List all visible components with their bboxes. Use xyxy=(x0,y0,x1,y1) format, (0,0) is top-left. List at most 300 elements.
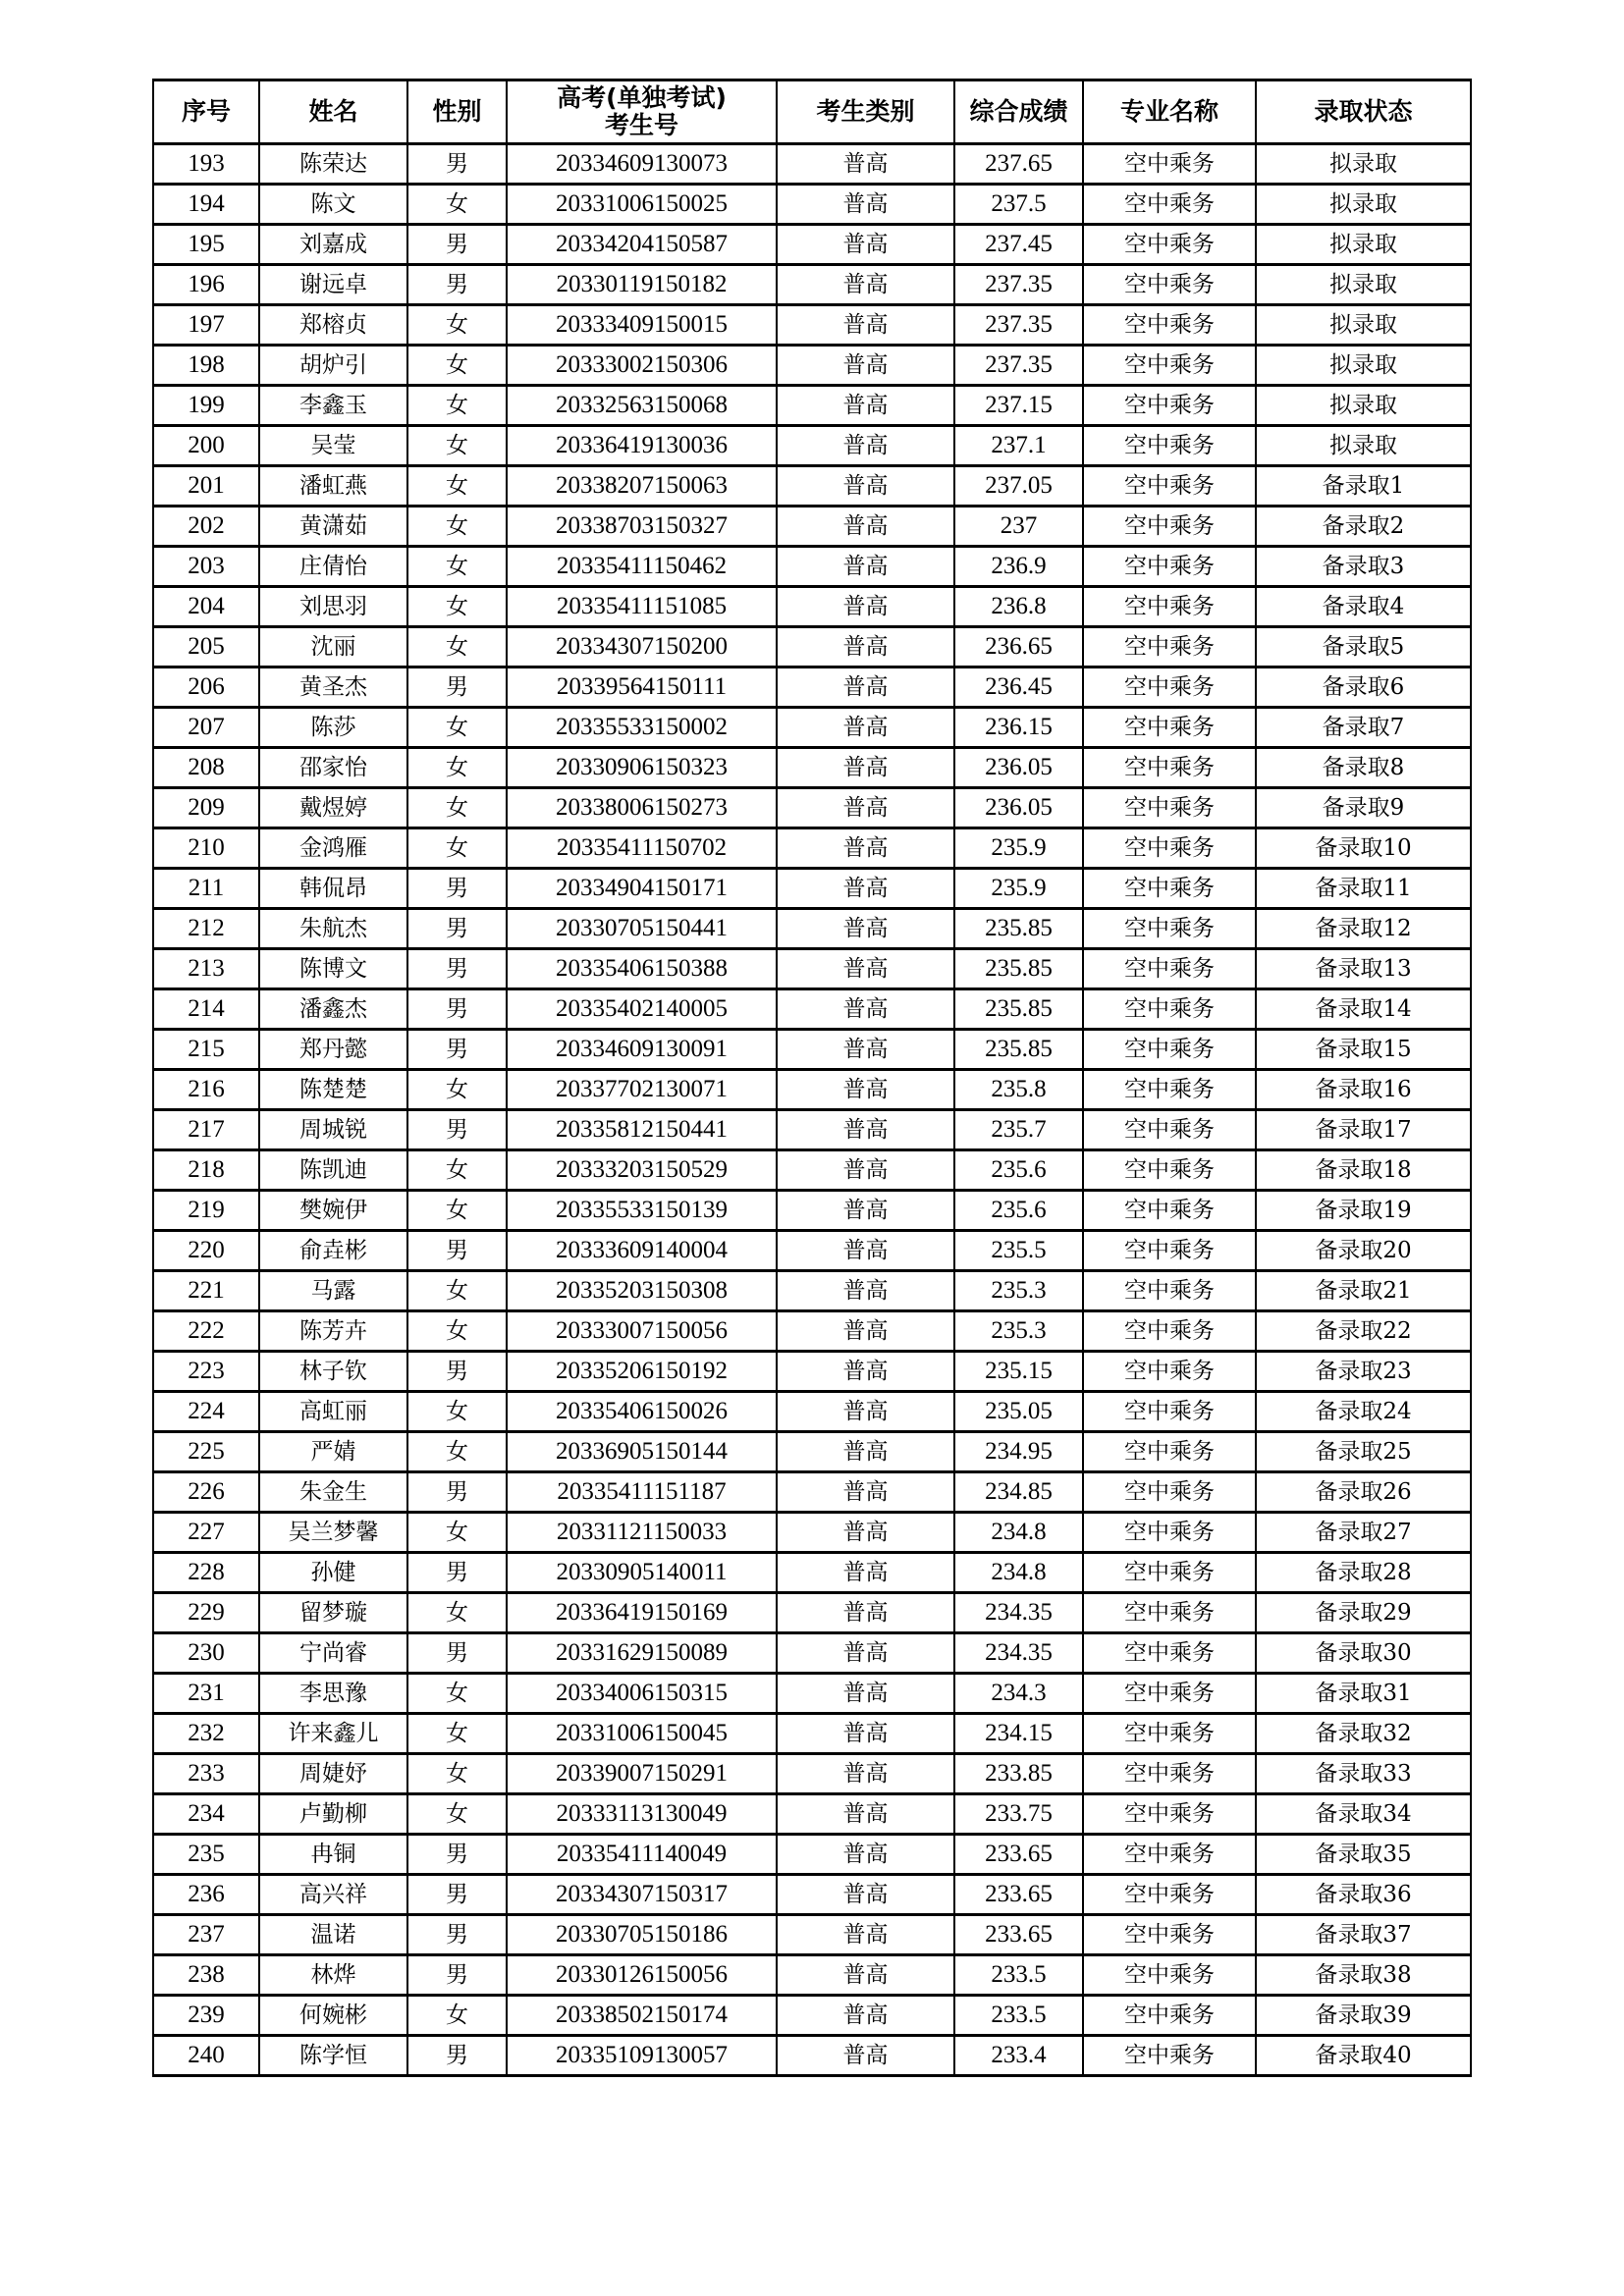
cell-score: 234.85 xyxy=(954,1472,1083,1513)
cell-exam-id: 20334006150315 xyxy=(507,1674,777,1714)
cell-serial: 210 xyxy=(153,828,259,869)
cell-name: 何婉彬 xyxy=(259,1996,407,2036)
cell-score: 235.6 xyxy=(954,1150,1083,1191)
cell-category: 普高 xyxy=(777,144,954,185)
cell-serial: 215 xyxy=(153,1030,259,1070)
cell-serial: 204 xyxy=(153,587,259,627)
cell-serial: 221 xyxy=(153,1271,259,1311)
cell-name: 高虹丽 xyxy=(259,1392,407,1432)
cell-name: 李鑫玉 xyxy=(259,386,407,426)
cell-exam-id: 20330705150441 xyxy=(507,909,777,949)
cell-name: 黄潇茹 xyxy=(259,507,407,547)
cell-category: 普高 xyxy=(777,426,954,466)
cell-score: 234.95 xyxy=(954,1432,1083,1472)
cell-status: 备录取27 xyxy=(1256,1513,1471,1553)
cell-name: 陈荣达 xyxy=(259,144,407,185)
cell-major: 空中乘务 xyxy=(1083,909,1256,949)
cell-exam-id: 20334307150317 xyxy=(507,1875,777,1915)
cell-score: 234.3 xyxy=(954,1674,1083,1714)
cell-name: 李思豫 xyxy=(259,1674,407,1714)
cell-exam-id: 20333007150056 xyxy=(507,1311,777,1352)
cell-major: 空中乘务 xyxy=(1083,748,1256,788)
cell-major: 空中乘务 xyxy=(1083,1150,1256,1191)
cell-score: 235.8 xyxy=(954,1070,1083,1110)
cell-score: 235.85 xyxy=(954,909,1083,949)
cell-exam-id: 20335406150026 xyxy=(507,1392,777,1432)
cell-name: 严婧 xyxy=(259,1432,407,1472)
cell-exam-id: 20339007150291 xyxy=(507,1754,777,1794)
cell-score: 235.7 xyxy=(954,1110,1083,1150)
cell-major: 空中乘务 xyxy=(1083,1271,1256,1311)
cell-gender: 男 xyxy=(407,1231,507,1271)
cell-status: 备录取5 xyxy=(1256,627,1471,667)
cell-gender: 女 xyxy=(407,1513,507,1553)
cell-score: 235.15 xyxy=(954,1352,1083,1392)
cell-name: 刘思羽 xyxy=(259,587,407,627)
cell-score: 237.5 xyxy=(954,185,1083,225)
table-row xyxy=(153,1915,1471,1955)
cell-category: 普高 xyxy=(777,828,954,869)
cell-exam-id: 20334307150200 xyxy=(507,627,777,667)
cell-major: 空中乘务 xyxy=(1083,1754,1256,1794)
cell-serial: 216 xyxy=(153,1070,259,1110)
cell-exam-id: 20333002150306 xyxy=(507,346,777,386)
cell-category: 普高 xyxy=(777,909,954,949)
cell-exam-id: 20336419130036 xyxy=(507,426,777,466)
cell-category: 普高 xyxy=(777,1633,954,1674)
cell-major: 空中乘务 xyxy=(1083,667,1256,708)
table-row xyxy=(153,1472,1471,1513)
cell-serial: 223 xyxy=(153,1352,259,1392)
cell-serial: 228 xyxy=(153,1553,259,1593)
cell-score: 233.75 xyxy=(954,1794,1083,1835)
cell-serial: 207 xyxy=(153,708,259,748)
cell-score: 237.45 xyxy=(954,225,1083,265)
cell-score: 234.8 xyxy=(954,1513,1083,1553)
cell-status: 备录取19 xyxy=(1256,1191,1471,1231)
cell-score: 235.9 xyxy=(954,828,1083,869)
cell-name: 潘鑫杰 xyxy=(259,989,407,1030)
cell-name: 冉铜 xyxy=(259,1835,407,1875)
cell-category: 普高 xyxy=(777,507,954,547)
cell-score: 236.05 xyxy=(954,748,1083,788)
cell-exam-id: 20334609130073 xyxy=(507,144,777,185)
cell-serial: 203 xyxy=(153,547,259,587)
cell-status: 备录取38 xyxy=(1256,1955,1471,1996)
cell-category: 普高 xyxy=(777,788,954,828)
cell-major: 空中乘务 xyxy=(1083,1996,1256,2036)
cell-major: 空中乘务 xyxy=(1083,1835,1256,1875)
cell-major: 空中乘务 xyxy=(1083,305,1256,346)
cell-category: 普高 xyxy=(777,305,954,346)
cell-category: 普高 xyxy=(777,1352,954,1392)
cell-category: 普高 xyxy=(777,1674,954,1714)
cell-status: 备录取22 xyxy=(1256,1311,1471,1352)
cell-name: 韩侃昂 xyxy=(259,869,407,909)
cell-major: 空中乘务 xyxy=(1083,1955,1256,1996)
cell-category: 普高 xyxy=(777,1191,954,1231)
header-exam-id-line2: 考生号 xyxy=(604,111,678,139)
cell-status: 拟录取 xyxy=(1256,346,1471,386)
cell-exam-id: 20331006150045 xyxy=(507,1714,777,1754)
cell-exam-id: 20330906150323 xyxy=(507,748,777,788)
cell-category: 普高 xyxy=(777,1472,954,1513)
admission-table xyxy=(152,79,1472,2077)
cell-gender: 男 xyxy=(407,909,507,949)
cell-name: 孙健 xyxy=(259,1553,407,1593)
cell-serial: 218 xyxy=(153,1150,259,1191)
header-row xyxy=(153,80,1471,144)
cell-name: 马露 xyxy=(259,1271,407,1311)
table-row xyxy=(153,1875,1471,1915)
cell-name: 谢远卓 xyxy=(259,265,407,305)
cell-gender: 女 xyxy=(407,1794,507,1835)
cell-serial: 239 xyxy=(153,1996,259,2036)
cell-serial: 197 xyxy=(153,305,259,346)
table-row xyxy=(153,909,1471,949)
cell-category: 普高 xyxy=(777,1915,954,1955)
cell-gender: 男 xyxy=(407,1633,507,1674)
cell-gender: 男 xyxy=(407,144,507,185)
cell-category: 普高 xyxy=(777,466,954,507)
cell-score: 237.05 xyxy=(954,466,1083,507)
cell-score: 236.15 xyxy=(954,708,1083,748)
cell-gender: 男 xyxy=(407,1030,507,1070)
cell-status: 备录取3 xyxy=(1256,547,1471,587)
table-row xyxy=(153,1593,1471,1633)
cell-major: 空中乘务 xyxy=(1083,1593,1256,1633)
cell-serial: 227 xyxy=(153,1513,259,1553)
cell-category: 普高 xyxy=(777,667,954,708)
cell-exam-id: 20331006150025 xyxy=(507,185,777,225)
cell-exam-id: 20330126150056 xyxy=(507,1955,777,1996)
cell-exam-id: 20338502150174 xyxy=(507,1996,777,2036)
cell-serial: 240 xyxy=(153,2036,259,2076)
cell-name: 金鸿雁 xyxy=(259,828,407,869)
cell-gender: 女 xyxy=(407,1150,507,1191)
cell-category: 普高 xyxy=(777,1432,954,1472)
cell-name: 陈学恒 xyxy=(259,2036,407,2076)
table-row xyxy=(153,1030,1471,1070)
cell-serial: 226 xyxy=(153,1472,259,1513)
cell-serial: 199 xyxy=(153,386,259,426)
cell-major: 空中乘务 xyxy=(1083,1513,1256,1553)
cell-name: 陈楚楚 xyxy=(259,1070,407,1110)
cell-category: 普高 xyxy=(777,2036,954,2076)
cell-status: 拟录取 xyxy=(1256,225,1471,265)
cell-status: 备录取30 xyxy=(1256,1633,1471,1674)
cell-exam-id: 20339564150111 xyxy=(507,667,777,708)
cell-name: 俞垚彬 xyxy=(259,1231,407,1271)
cell-category: 普高 xyxy=(777,1553,954,1593)
cell-serial: 236 xyxy=(153,1875,259,1915)
cell-category: 普高 xyxy=(777,1392,954,1432)
cell-exam-id: 20335411150702 xyxy=(507,828,777,869)
cell-category: 普高 xyxy=(777,949,954,989)
cell-gender: 男 xyxy=(407,1110,507,1150)
cell-gender: 女 xyxy=(407,1432,507,1472)
cell-category: 普高 xyxy=(777,1875,954,1915)
cell-status: 备录取17 xyxy=(1256,1110,1471,1150)
cell-exam-id: 20335206150192 xyxy=(507,1352,777,1392)
cell-score: 235.3 xyxy=(954,1271,1083,1311)
cell-serial: 200 xyxy=(153,426,259,466)
cell-gender: 男 xyxy=(407,1352,507,1392)
cell-gender: 女 xyxy=(407,547,507,587)
cell-score: 233.65 xyxy=(954,1915,1083,1955)
cell-gender: 女 xyxy=(407,1714,507,1754)
cell-serial: 198 xyxy=(153,346,259,386)
table-row xyxy=(153,507,1471,547)
table-row xyxy=(153,346,1471,386)
table-row xyxy=(153,305,1471,346)
cell-exam-id: 20332563150068 xyxy=(507,386,777,426)
table-row xyxy=(153,265,1471,305)
cell-major: 空中乘务 xyxy=(1083,708,1256,748)
cell-major: 空中乘务 xyxy=(1083,1231,1256,1271)
cell-name: 黄圣杰 xyxy=(259,667,407,708)
cell-exam-id: 20333609140004 xyxy=(507,1231,777,1271)
cell-category: 普高 xyxy=(777,185,954,225)
cell-score: 237.35 xyxy=(954,346,1083,386)
cell-exam-id: 20330705150186 xyxy=(507,1915,777,1955)
cell-gender: 女 xyxy=(407,788,507,828)
cell-name: 温诺 xyxy=(259,1915,407,1955)
cell-serial: 195 xyxy=(153,225,259,265)
cell-gender: 男 xyxy=(407,1915,507,1955)
cell-status: 备录取34 xyxy=(1256,1794,1471,1835)
cell-serial: 222 xyxy=(153,1311,259,1352)
cell-score: 235.3 xyxy=(954,1311,1083,1352)
cell-status: 备录取10 xyxy=(1256,828,1471,869)
cell-status: 拟录取 xyxy=(1256,185,1471,225)
cell-name: 周婕妤 xyxy=(259,1754,407,1794)
cell-gender: 女 xyxy=(407,587,507,627)
cell-gender: 男 xyxy=(407,2036,507,2076)
cell-major: 空中乘务 xyxy=(1083,1311,1256,1352)
table-row xyxy=(153,1311,1471,1352)
cell-serial: 230 xyxy=(153,1633,259,1674)
cell-gender: 女 xyxy=(407,1392,507,1432)
cell-major: 空中乘务 xyxy=(1083,627,1256,667)
cell-gender: 男 xyxy=(407,1955,507,1996)
cell-major: 空中乘务 xyxy=(1083,2036,1256,2076)
cell-exam-id: 20333203150529 xyxy=(507,1150,777,1191)
cell-category: 普高 xyxy=(777,1996,954,2036)
cell-name: 郑丹懿 xyxy=(259,1030,407,1070)
cell-exam-id: 20335203150308 xyxy=(507,1271,777,1311)
cell-score: 237.65 xyxy=(954,144,1083,185)
cell-score: 233.5 xyxy=(954,1996,1083,2036)
cell-gender: 女 xyxy=(407,1674,507,1714)
cell-score: 233.85 xyxy=(954,1754,1083,1794)
cell-serial: 205 xyxy=(153,627,259,667)
table-row xyxy=(153,587,1471,627)
cell-exam-id: 20335812150441 xyxy=(507,1110,777,1150)
cell-exam-id: 20334204150587 xyxy=(507,225,777,265)
cell-score: 235.9 xyxy=(954,869,1083,909)
cell-status: 备录取28 xyxy=(1256,1553,1471,1593)
cell-gender: 男 xyxy=(407,225,507,265)
cell-category: 普高 xyxy=(777,627,954,667)
cell-gender: 男 xyxy=(407,1875,507,1915)
cell-status: 备录取32 xyxy=(1256,1714,1471,1754)
cell-name: 陈莎 xyxy=(259,708,407,748)
cell-major: 空中乘务 xyxy=(1083,185,1256,225)
cell-category: 普高 xyxy=(777,748,954,788)
cell-status: 备录取4 xyxy=(1256,587,1471,627)
cell-category: 普高 xyxy=(777,1030,954,1070)
header-exam-id xyxy=(507,80,777,144)
cell-status: 备录取16 xyxy=(1256,1070,1471,1110)
table-row xyxy=(153,466,1471,507)
cell-name: 卢勤柳 xyxy=(259,1794,407,1835)
table-row xyxy=(153,1231,1471,1271)
cell-major: 空中乘务 xyxy=(1083,1553,1256,1593)
cell-major: 空中乘务 xyxy=(1083,1915,1256,1955)
cell-gender: 女 xyxy=(407,1996,507,2036)
cell-status: 拟录取 xyxy=(1256,265,1471,305)
cell-exam-id: 20335411151085 xyxy=(507,587,777,627)
cell-category: 普高 xyxy=(777,1231,954,1271)
cell-major: 空中乘务 xyxy=(1083,426,1256,466)
cell-name: 戴煜婷 xyxy=(259,788,407,828)
cell-major: 空中乘务 xyxy=(1083,346,1256,386)
cell-exam-id: 20335406150388 xyxy=(507,949,777,989)
cell-serial: 233 xyxy=(153,1754,259,1794)
cell-score: 235.85 xyxy=(954,949,1083,989)
cell-name: 刘嘉成 xyxy=(259,225,407,265)
cell-name: 陈凯迪 xyxy=(259,1150,407,1191)
table-row xyxy=(153,949,1471,989)
cell-name: 朱航杰 xyxy=(259,909,407,949)
cell-score: 235.6 xyxy=(954,1191,1083,1231)
cell-score: 234.8 xyxy=(954,1553,1083,1593)
cell-major: 空中乘务 xyxy=(1083,587,1256,627)
cell-major: 空中乘务 xyxy=(1083,466,1256,507)
cell-major: 空中乘务 xyxy=(1083,265,1256,305)
cell-score: 235.05 xyxy=(954,1392,1083,1432)
cell-gender: 男 xyxy=(407,869,507,909)
cell-major: 空中乘务 xyxy=(1083,1110,1256,1150)
cell-status: 备录取31 xyxy=(1256,1674,1471,1714)
cell-exam-id: 20331629150089 xyxy=(507,1633,777,1674)
cell-exam-id: 20335411150462 xyxy=(507,547,777,587)
cell-major: 空中乘务 xyxy=(1083,1674,1256,1714)
cell-status: 备录取2 xyxy=(1256,507,1471,547)
cell-exam-id: 20336419150169 xyxy=(507,1593,777,1633)
cell-name: 林子钦 xyxy=(259,1352,407,1392)
cell-category: 普高 xyxy=(777,265,954,305)
cell-gender: 女 xyxy=(407,828,507,869)
table-row xyxy=(153,869,1471,909)
cell-gender: 女 xyxy=(407,466,507,507)
cell-exam-id: 20338703150327 xyxy=(507,507,777,547)
table-row xyxy=(153,1150,1471,1191)
cell-major: 空中乘务 xyxy=(1083,1794,1256,1835)
cell-category: 普高 xyxy=(777,225,954,265)
cell-major: 空中乘务 xyxy=(1083,1352,1256,1392)
cell-gender: 女 xyxy=(407,1070,507,1110)
cell-score: 234.15 xyxy=(954,1714,1083,1754)
cell-status: 备录取36 xyxy=(1256,1875,1471,1915)
cell-category: 普高 xyxy=(777,1955,954,1996)
table-row xyxy=(153,1070,1471,1110)
cell-status: 备录取18 xyxy=(1256,1150,1471,1191)
table-row xyxy=(153,1996,1471,2036)
table-row xyxy=(153,748,1471,788)
cell-status: 备录取35 xyxy=(1256,1835,1471,1875)
cell-category: 普高 xyxy=(777,1835,954,1875)
header-gender: 性别 xyxy=(407,80,507,144)
cell-name: 邵家怡 xyxy=(259,748,407,788)
table-body xyxy=(153,144,1471,2076)
cell-exam-id: 20338006150273 xyxy=(507,788,777,828)
cell-name: 陈芳卉 xyxy=(259,1311,407,1352)
table-row xyxy=(153,225,1471,265)
cell-exam-id: 20330905140011 xyxy=(507,1553,777,1593)
cell-gender: 女 xyxy=(407,748,507,788)
cell-serial: 196 xyxy=(153,265,259,305)
cell-score: 237.1 xyxy=(954,426,1083,466)
cell-exam-id: 20338207150063 xyxy=(507,466,777,507)
cell-gender: 女 xyxy=(407,507,507,547)
cell-exam-id: 20335411140049 xyxy=(507,1835,777,1875)
cell-major: 空中乘务 xyxy=(1083,1714,1256,1754)
cell-status: 备录取29 xyxy=(1256,1593,1471,1633)
table-row xyxy=(153,1392,1471,1432)
cell-name: 郑榕贞 xyxy=(259,305,407,346)
cell-exam-id: 20335402140005 xyxy=(507,989,777,1030)
table-row xyxy=(153,828,1471,869)
table-row xyxy=(153,1191,1471,1231)
cell-score: 236.8 xyxy=(954,587,1083,627)
cell-serial: 224 xyxy=(153,1392,259,1432)
cell-status: 拟录取 xyxy=(1256,144,1471,185)
cell-serial: 235 xyxy=(153,1835,259,1875)
cell-category: 普高 xyxy=(777,1110,954,1150)
cell-name: 许来鑫儿 xyxy=(259,1714,407,1754)
cell-status: 备录取33 xyxy=(1256,1754,1471,1794)
table-row xyxy=(153,1714,1471,1754)
cell-major: 空中乘务 xyxy=(1083,989,1256,1030)
table-row xyxy=(153,1513,1471,1553)
table-row xyxy=(153,1271,1471,1311)
cell-exam-id: 20335109130057 xyxy=(507,2036,777,2076)
cell-serial: 208 xyxy=(153,748,259,788)
cell-major: 空中乘务 xyxy=(1083,1472,1256,1513)
cell-serial: 220 xyxy=(153,1231,259,1271)
cell-category: 普高 xyxy=(777,1754,954,1794)
cell-serial: 193 xyxy=(153,144,259,185)
cell-gender: 女 xyxy=(407,346,507,386)
cell-gender: 女 xyxy=(407,426,507,466)
table-row xyxy=(153,1794,1471,1835)
cell-name: 潘虹燕 xyxy=(259,466,407,507)
cell-score: 237.15 xyxy=(954,386,1083,426)
cell-gender: 男 xyxy=(407,949,507,989)
cell-category: 普高 xyxy=(777,708,954,748)
cell-serial: 211 xyxy=(153,869,259,909)
cell-status: 备录取40 xyxy=(1256,2036,1471,2076)
cell-gender: 女 xyxy=(407,1271,507,1311)
table-row xyxy=(153,1754,1471,1794)
cell-serial: 229 xyxy=(153,1593,259,1633)
cell-exam-id: 20335533150139 xyxy=(507,1191,777,1231)
cell-score: 233.65 xyxy=(954,1835,1083,1875)
cell-category: 普高 xyxy=(777,869,954,909)
cell-category: 普高 xyxy=(777,1593,954,1633)
